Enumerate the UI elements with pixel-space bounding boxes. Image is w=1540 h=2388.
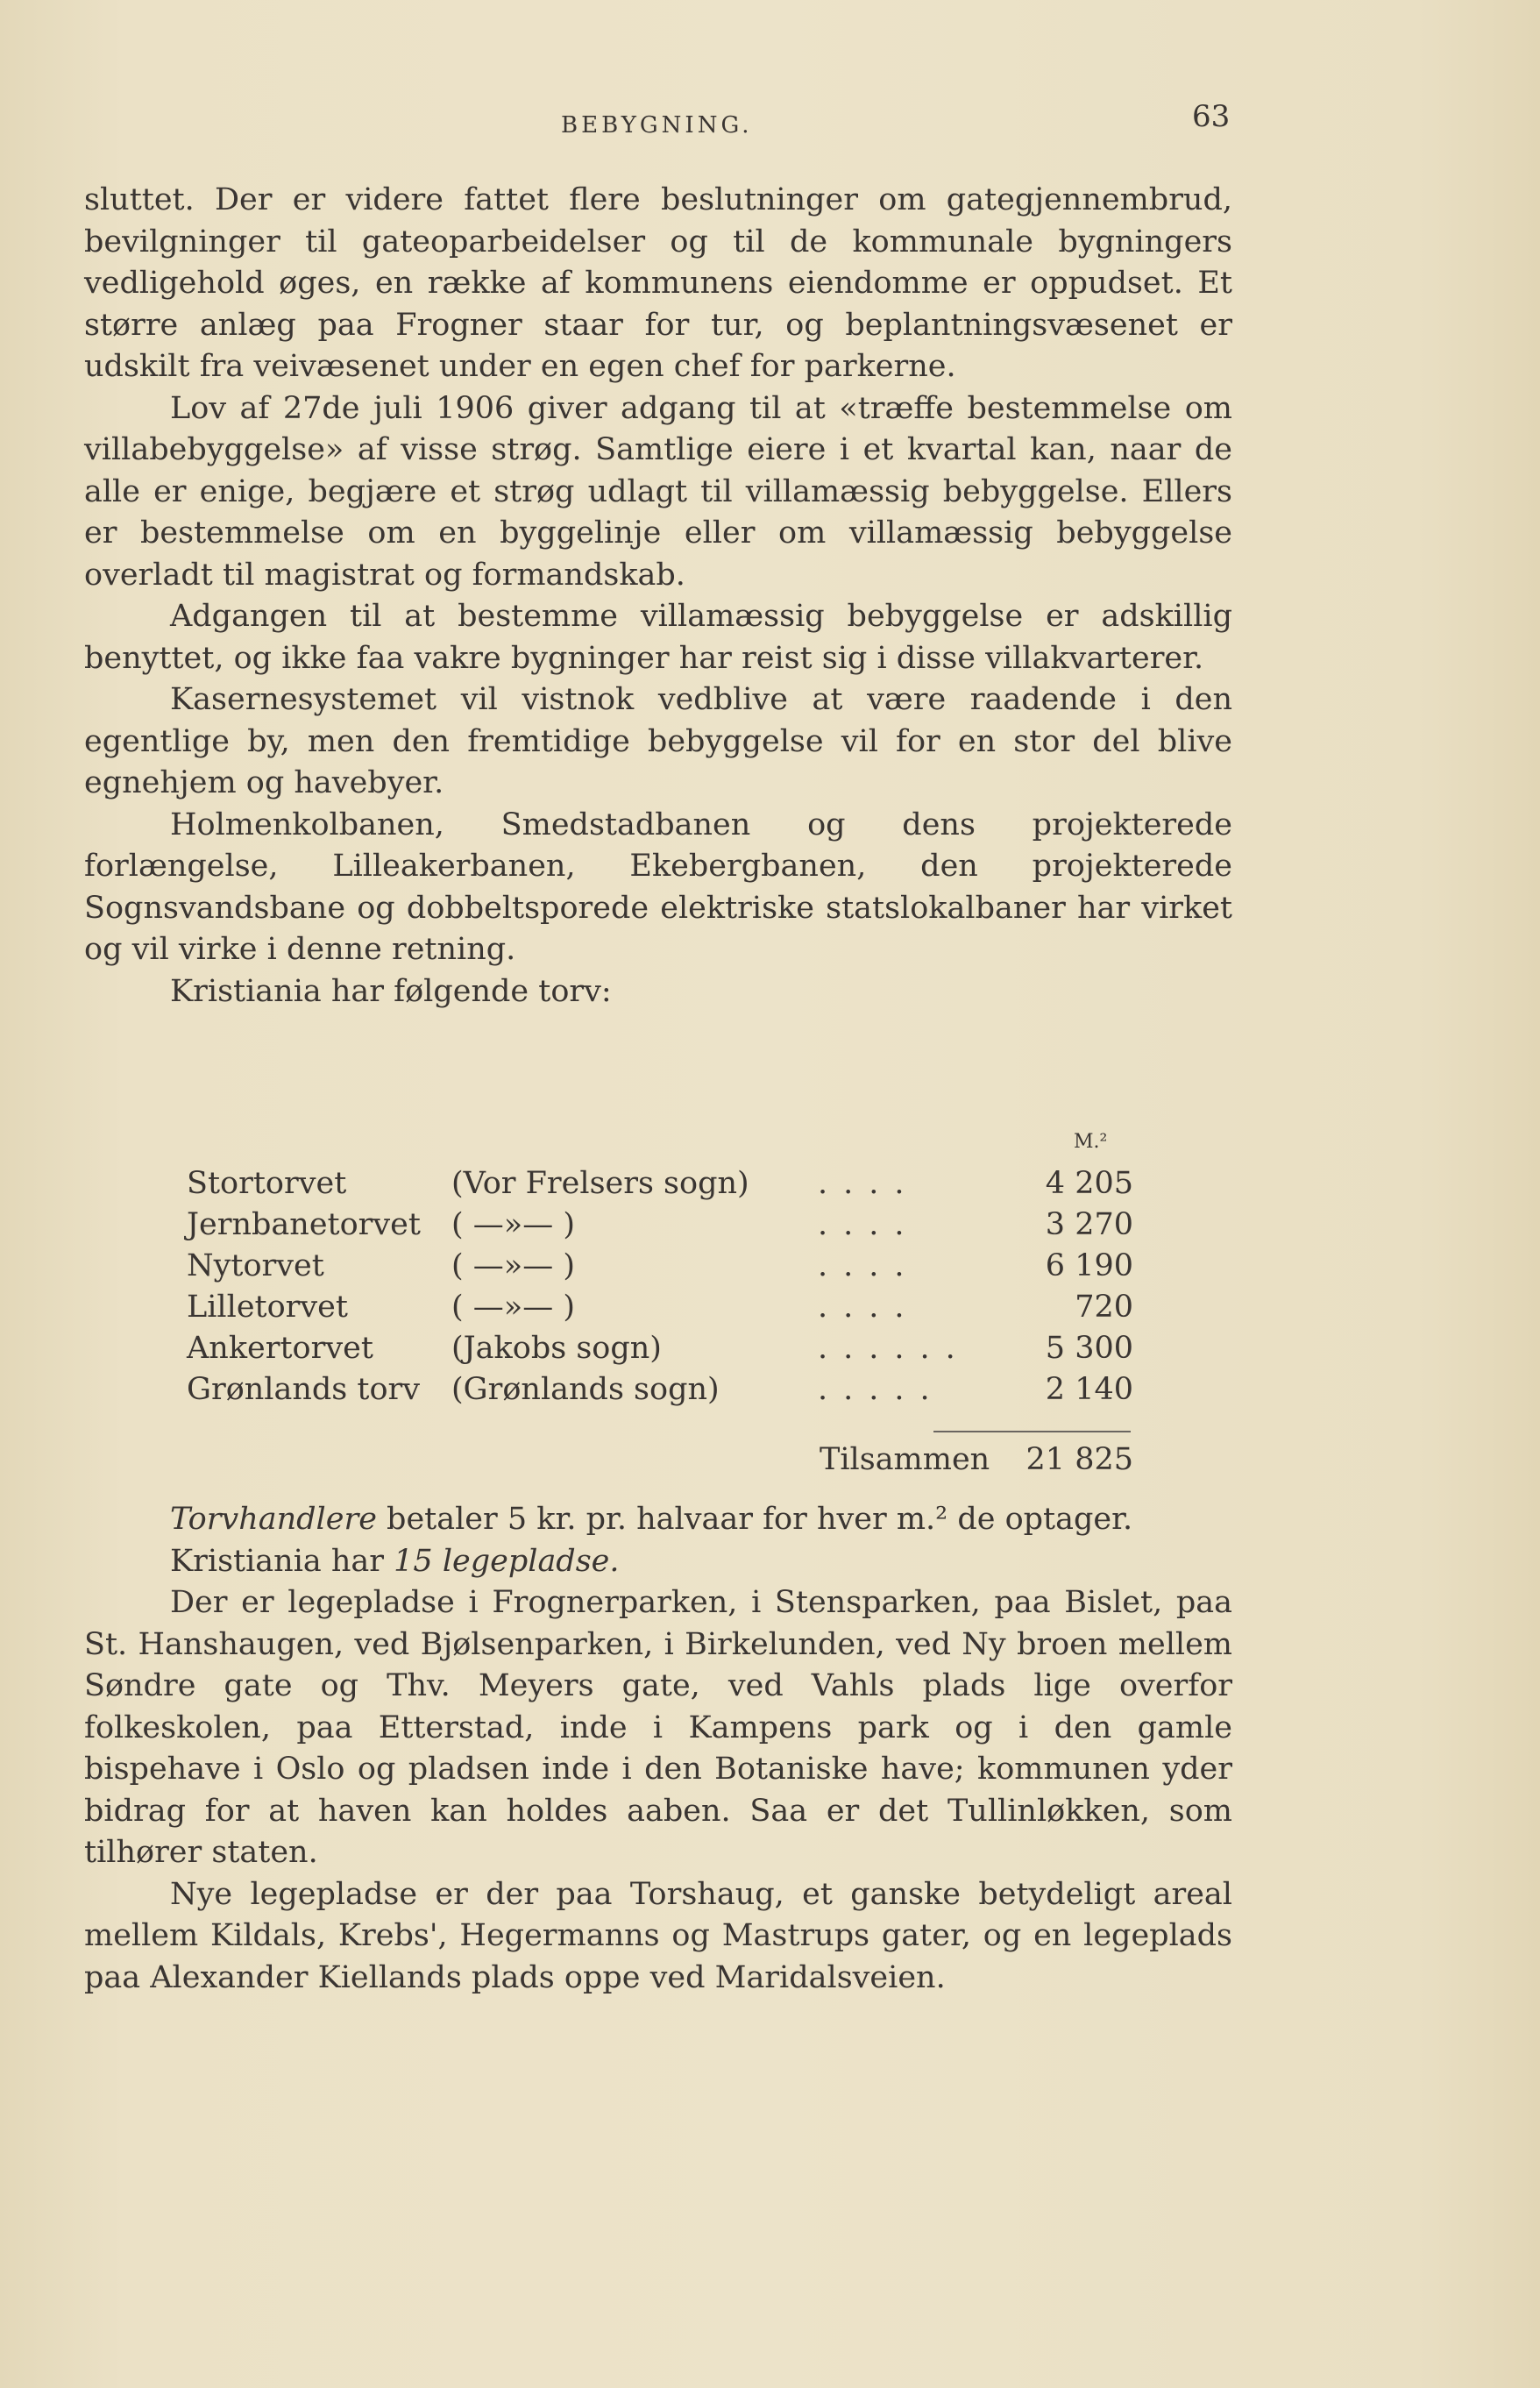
torv-parish: (Jakobs sogn) bbox=[451, 1331, 662, 1366]
paragraph: sluttet. Der er videre fattet flere beslutninger om gategjennembrud, bevilgninger til gateoparbeidelser og til de kommunale bygningers vedligehold øges, en række af kommunens eiendomme er oppudset. Et større anlæg paa Frogner staar for tur, og beplantningsvæsenet er udskilt fra veivæsenet under en egen chef for parkerne. bbox=[84, 182, 1232, 384]
paragraph bbox=[84, 1541, 1232, 1583]
page-number: 63 bbox=[1192, 99, 1231, 134]
total-rule bbox=[933, 1431, 1131, 1432]
torv-area: 2 140 bbox=[1045, 1372, 1133, 1407]
torv-parish: ( —»— ) bbox=[451, 1207, 575, 1242]
torv-name: Stortorvet bbox=[187, 1166, 347, 1201]
table-row bbox=[187, 1331, 1133, 1372]
paragraph: Nye legepladse er der paa Torshaug, et ganske betydeligt areal mellem Kildals, Krebs', Hegermanns og Mastrups gater, og en legeplads paa Alexander Kiellands plads oppe ved Maridalsveien. bbox=[84, 1876, 1232, 1995]
torv-name: Grønlands torv bbox=[187, 1372, 421, 1407]
table-row bbox=[187, 1372, 1133, 1413]
leader-dots: .... bbox=[818, 1290, 920, 1325]
torv-parish: ( —»— ) bbox=[451, 1290, 575, 1325]
table-row bbox=[187, 1207, 1133, 1248]
leader-dots: .... bbox=[818, 1166, 920, 1201]
torv-area: 720 bbox=[1075, 1290, 1133, 1325]
body-text bbox=[84, 180, 1232, 1013]
leader-dots: .... bbox=[818, 1207, 920, 1242]
total-label: Tilsammen bbox=[820, 1442, 990, 1477]
table-row bbox=[187, 1166, 1133, 1207]
torv-area: 5 300 bbox=[1045, 1331, 1133, 1366]
torv-table bbox=[187, 1166, 1133, 1413]
running-header: BEBYGNING. bbox=[561, 112, 753, 139]
paragraph: Adgangen til at bestemme villamæssig bebyggelse er adskillig benyttet, og ikke faa vakre bygninger har reist sig i disse villakvarterer. bbox=[84, 599, 1232, 676]
paragraph: Holmenkolbanen, Smedstadbanen og dens projekterede forlængelse, Lilleakerbanen, Ekebergbanen, den projekterede Sognsvandsbane og dobbeltsporede elektriske statslokalbaner har virket og vil virke i denne retning. bbox=[84, 807, 1232, 967]
paragraph-text: Kristiania har bbox=[170, 1543, 394, 1579]
torv-parish: (Vor Frelsers sogn) bbox=[451, 1166, 749, 1201]
torv-parish: (Grønlands sogn) bbox=[451, 1372, 720, 1407]
torv-area: 6 190 bbox=[1045, 1248, 1133, 1283]
table-unit-label: M.² bbox=[1074, 1131, 1108, 1153]
leader-dots: .... bbox=[818, 1248, 920, 1283]
torv-parish: ( —»— ) bbox=[451, 1248, 575, 1283]
leader-dots: ..... bbox=[818, 1372, 946, 1407]
torv-area: 3 270 bbox=[1045, 1207, 1133, 1242]
torv-name: Ankertorvet bbox=[187, 1331, 373, 1366]
paragraph: Lov af 27de juli 1906 giver adgang til at «træffe bestemmelse om villabebyggelse» af visse strøg. Samtlige eiere i et kvartal kan, naar de alle er enige, begjære et strøg udlagt til villamæssig bebyggelse. Ellers er bestemmelse om en byggelinje eller om villamæssig bebyggelse overladt til magistrat og formandskab. bbox=[84, 390, 1232, 593]
torv-area: 4 205 bbox=[1045, 1166, 1133, 1201]
body-text-continued bbox=[84, 1499, 1232, 1999]
paragraph: Der er legepladse i Frognerparken, i Stensparken, paa Bislet, paa St. Hanshaugen, ved Bjølsenparken, i Birkelunden, ved Ny broen mellem Søndre gate og Thv. Meyers gate, ved Vahls plads lige overfor folkeskolen, paa Etterstad, inde i Kampens park og i den gamle bispehave i Oslo og pladsen inde i den Botaniske have; kommunen yder bidrag for at haven kan holdes aaben. Saa er det Tullinløkken, som tilhører staten. bbox=[84, 1585, 1232, 1870]
leader-dots: ...... bbox=[818, 1331, 971, 1366]
italic-term: 15 legepladse. bbox=[394, 1543, 620, 1579]
torv-name: Nytorvet bbox=[187, 1248, 324, 1283]
paragraph-text: betaler 5 kr. pr. halvaar for hver m.² de optager. bbox=[376, 1502, 1133, 1537]
table-row bbox=[187, 1290, 1133, 1331]
torv-name: Lilletorvet bbox=[187, 1290, 348, 1325]
table-row bbox=[187, 1248, 1133, 1290]
total-value: 21 825 bbox=[1025, 1442, 1133, 1477]
torv-name: Jernbanetorvet bbox=[187, 1207, 421, 1242]
italic-term: Torvhandlere bbox=[170, 1502, 377, 1537]
paragraph: Kasernesystemet vil vistnok vedblive at være raadende i den egentlige by, men den fremtidige bebyggelse vil for en stor del blive egnehjem og havebyer. bbox=[84, 682, 1232, 800]
paragraph bbox=[84, 1499, 1232, 1541]
paragraph: Kristiania har følgende torv: bbox=[170, 973, 612, 1009]
